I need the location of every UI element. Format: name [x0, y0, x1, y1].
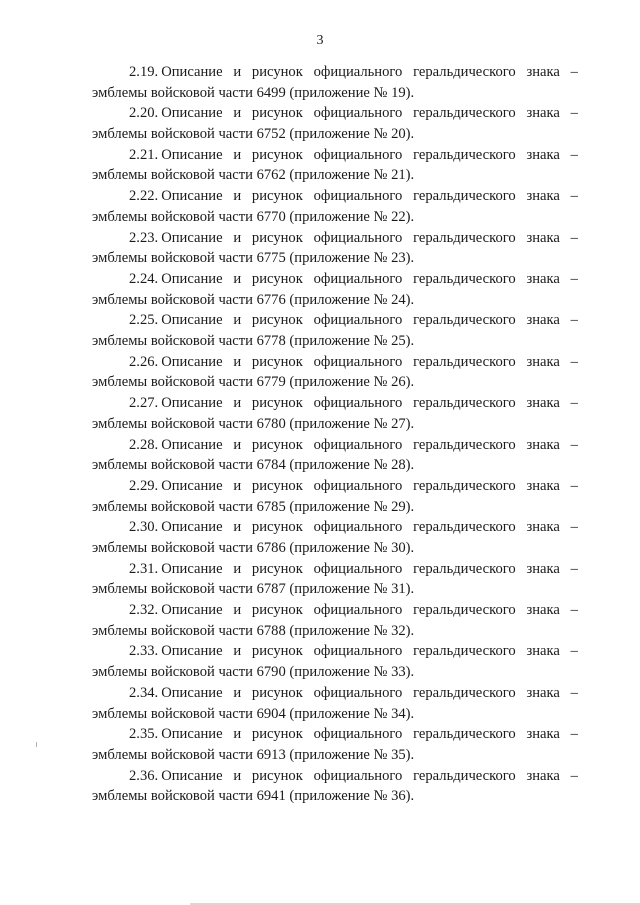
item-first-line — [92, 103, 578, 124]
item-lead — [129, 641, 223, 662]
item-word: знака — [526, 229, 560, 246]
item-word: и — [233, 105, 242, 122]
item-word: знака — [526, 146, 560, 163]
item-continuation: эмблемы войсковой части 6780 (приложение № 27). — [92, 415, 415, 432]
item-word: геральдического — [413, 395, 516, 412]
item-word: знака — [526, 477, 560, 494]
item-continuation: эмблемы войсковой части 6779 (приложение № 26). — [92, 374, 415, 391]
item-word: рисунок — [251, 312, 303, 329]
item-word: рисунок — [251, 105, 303, 122]
item-word: знака — [526, 64, 560, 80]
item-word: – — [570, 312, 578, 329]
item-word: рисунок — [251, 726, 303, 743]
item-continuation: эмблемы войсковой части 6787 (приложение № 31). — [92, 581, 415, 598]
item-word: и — [233, 519, 242, 536]
item-first-line — [92, 186, 578, 207]
item-lead — [129, 103, 223, 124]
item-word: и — [233, 726, 242, 743]
item-word: знака — [526, 519, 560, 536]
item-word: Описание — [161, 643, 223, 660]
item-word: Описание — [161, 602, 223, 619]
item-number: 2.27. — [129, 395, 159, 412]
item-word: официального — [313, 270, 403, 287]
item-continuation: эмблемы войсковой части 6913 (приложение № 35). — [92, 746, 415, 763]
list-item — [92, 103, 578, 144]
page-number: 3 — [316, 33, 324, 48]
item-word: Описание — [161, 146, 223, 163]
item-word: геральдического — [413, 105, 516, 122]
item-word: официального — [313, 105, 403, 122]
item-word: – — [570, 684, 578, 701]
item-word: Описание — [161, 105, 223, 122]
item-word: рисунок — [251, 602, 303, 619]
list-item — [92, 393, 578, 434]
item-word: геральдического — [413, 602, 516, 619]
item-word: рисунок — [251, 353, 303, 370]
item-word: Описание — [161, 229, 223, 246]
item-word: знака — [526, 726, 560, 743]
item-continuation: эмблемы войсковой части 6784 (приложение № 28). — [92, 457, 415, 474]
item-lead — [129, 517, 223, 538]
item-number: 2.24. — [129, 270, 159, 287]
item-word: рисунок — [251, 229, 303, 246]
item-word: – — [570, 477, 578, 494]
item-word: геральдического — [413, 436, 516, 453]
item-word: – — [570, 643, 578, 660]
list-item — [92, 145, 578, 186]
item-lead — [129, 476, 223, 497]
item-word: – — [570, 146, 578, 163]
item-lead — [129, 269, 223, 290]
item-word: и — [233, 229, 242, 246]
item-word: знака — [526, 684, 560, 701]
item-word: Описание — [161, 353, 223, 370]
item-word: и — [233, 560, 242, 577]
item-number: 2.26. — [129, 353, 159, 370]
item-word: и — [233, 767, 242, 784]
item-number: 2.31. — [129, 560, 159, 577]
item-word: геральдического — [413, 684, 516, 701]
item-word: рисунок — [251, 519, 303, 536]
item-word: рисунок — [251, 643, 303, 660]
list-item — [92, 517, 578, 558]
item-lead — [129, 724, 223, 745]
list-item — [92, 186, 578, 227]
item-word: официального — [313, 767, 403, 784]
item-word: Описание — [161, 560, 223, 577]
item-word: и — [233, 64, 242, 80]
item-word: официального — [313, 436, 403, 453]
item-word: Описание — [161, 477, 223, 494]
item-number: 2.30. — [129, 519, 159, 536]
item-word: – — [570, 229, 578, 246]
item-word: Описание — [161, 767, 223, 784]
item-word: официального — [313, 395, 403, 412]
item-word: официального — [313, 726, 403, 743]
item-first-line — [92, 228, 578, 249]
item-word: Описание — [161, 312, 223, 329]
item-word: официального — [313, 188, 403, 205]
item-word: рисунок — [251, 477, 303, 494]
item-lead — [129, 600, 223, 621]
item-word: знака — [526, 767, 560, 784]
item-continuation: эмблемы войсковой части 6788 (приложение № 32). — [92, 622, 415, 639]
item-word: рисунок — [251, 560, 303, 577]
list-item — [92, 228, 578, 269]
item-number: 2.35. — [129, 726, 159, 743]
item-word: знака — [526, 312, 560, 329]
item-lead — [129, 393, 223, 414]
item-word: и — [233, 436, 242, 453]
item-word: официального — [313, 519, 403, 536]
item-word: геральдического — [413, 270, 516, 287]
item-word: знака — [526, 353, 560, 370]
item-word: Описание — [161, 270, 223, 287]
item-continuation: эмблемы войсковой части 6762 (приложение № 21). — [92, 167, 415, 184]
item-word: геральдического — [413, 64, 516, 80]
list-item — [92, 766, 578, 807]
item-first-line — [92, 269, 578, 290]
item-word: геральдического — [413, 188, 516, 205]
item-word: геральдического — [413, 767, 516, 784]
item-number: 2.22. — [129, 188, 159, 205]
item-first-line — [92, 559, 578, 580]
item-word: знака — [526, 395, 560, 412]
item-first-line — [92, 352, 578, 373]
item-word: знака — [526, 560, 560, 577]
item-number: 2.25. — [129, 312, 159, 329]
item-lead — [129, 766, 223, 787]
item-word: Описание — [161, 519, 223, 536]
item-word: – — [570, 64, 578, 80]
item-continuation: эмблемы войсковой части 6790 (приложение № 33). — [92, 664, 415, 681]
item-word: официального — [313, 560, 403, 577]
item-word: – — [570, 395, 578, 412]
item-word: геральдического — [413, 229, 516, 246]
item-number: 2.34. — [129, 684, 159, 701]
list-item — [92, 641, 578, 682]
item-word: Описание — [161, 188, 223, 205]
item-word: – — [570, 726, 578, 743]
item-lead — [129, 683, 223, 704]
item-word: – — [570, 560, 578, 577]
item-first-line — [92, 600, 578, 621]
item-first-line — [92, 62, 578, 83]
item-word: геральдического — [413, 519, 516, 536]
item-lead — [129, 435, 223, 456]
item-continuation: эмблемы войсковой части 6775 (приложение № 23). — [92, 250, 415, 267]
item-word: и — [233, 684, 242, 701]
item-word: рисунок — [251, 188, 303, 205]
item-continuation: эмблемы войсковой части 6786 (приложение № 30). — [92, 539, 415, 556]
item-number: 2.28. — [129, 436, 159, 453]
item-number: 2.36. — [129, 767, 159, 784]
item-continuation: эмблемы войсковой части 6776 (приложение № 24). — [92, 291, 415, 308]
item-word: Описание — [161, 436, 223, 453]
item-word: рисунок — [251, 270, 303, 287]
item-word: – — [570, 519, 578, 536]
item-word: рисунок — [251, 395, 303, 412]
item-first-line — [92, 145, 578, 166]
item-continuation: эмблемы войсковой части 6785 (приложение № 29). — [92, 498, 415, 515]
item-number: 2.32. — [129, 602, 159, 619]
item-word: знака — [526, 270, 560, 287]
list-item — [92, 683, 578, 724]
item-number: 2.21. — [129, 146, 159, 163]
item-lead — [129, 186, 223, 207]
item-word: рисунок — [251, 767, 303, 784]
item-first-line — [92, 435, 578, 456]
item-word: – — [570, 353, 578, 370]
document-body — [92, 62, 578, 807]
item-word: официального — [313, 229, 403, 246]
item-word: и — [233, 602, 242, 619]
item-number: 2.33. — [129, 643, 159, 660]
item-word: официального — [313, 64, 403, 80]
item-continuation: эмблемы войсковой части 6752 (приложение № 20). — [92, 126, 415, 143]
list-item — [92, 724, 578, 765]
item-word: рисунок — [251, 436, 303, 453]
item-first-line — [92, 683, 578, 704]
list-item — [92, 435, 578, 476]
item-word: геральдического — [413, 312, 516, 329]
item-lead — [129, 310, 223, 331]
item-word: знака — [526, 643, 560, 660]
item-word: и — [233, 643, 242, 660]
item-word: официального — [313, 146, 403, 163]
item-first-line — [92, 766, 578, 787]
item-word: геральдического — [413, 477, 516, 494]
item-word: – — [570, 436, 578, 453]
item-word: – — [570, 270, 578, 287]
item-first-line — [92, 641, 578, 662]
item-word: – — [570, 767, 578, 784]
item-word: знака — [526, 436, 560, 453]
item-continuation: эмблемы войсковой части 6904 (приложение № 34). — [92, 705, 415, 722]
item-number: 2.23. — [129, 229, 159, 246]
item-word: рисунок — [251, 684, 303, 701]
item-word: геральдического — [413, 146, 516, 163]
item-word: геральдического — [413, 560, 516, 577]
item-word: официального — [313, 643, 403, 660]
item-continuation: эмблемы войсковой части 6941 (приложение № 36). — [92, 788, 415, 805]
list-item — [92, 62, 578, 103]
item-word: и — [233, 270, 242, 287]
item-word: знака — [526, 188, 560, 205]
list-item — [92, 600, 578, 641]
item-word: официального — [313, 312, 403, 329]
item-continuation: эмблемы войсковой части 6499 (приложение № 19). — [92, 84, 415, 101]
item-word: Описание — [161, 395, 223, 412]
item-first-line — [92, 310, 578, 331]
item-word: – — [570, 188, 578, 205]
item-word: знака — [526, 105, 560, 122]
item-first-line — [92, 517, 578, 538]
item-word: Описание — [161, 64, 223, 80]
item-word: официального — [313, 684, 403, 701]
list-item — [92, 559, 578, 600]
scan-artifact — [36, 742, 37, 747]
item-word: официального — [313, 602, 403, 619]
item-word: геральдического — [413, 353, 516, 370]
item-word: знака — [526, 602, 560, 619]
item-word: рисунок — [251, 146, 303, 163]
item-continuation: эмблемы войсковой части 6770 (приложение № 22). — [92, 208, 415, 225]
item-number: 2.19. — [129, 64, 159, 80]
item-word: Описание — [161, 726, 223, 743]
item-continuation: эмблемы войсковой части 6778 (приложение № 25). — [92, 333, 415, 350]
item-word: – — [570, 602, 578, 619]
item-word: рисунок — [251, 64, 303, 80]
item-word: и — [233, 312, 242, 329]
item-first-line — [92, 393, 578, 414]
item-number: 2.29. — [129, 477, 159, 494]
item-lead — [129, 145, 223, 166]
list-item — [92, 352, 578, 393]
item-word: официального — [313, 353, 403, 370]
list-item — [92, 269, 578, 310]
item-lead — [129, 62, 223, 83]
item-word: и — [233, 146, 242, 163]
item-word: и — [233, 395, 242, 412]
list-item — [92, 476, 578, 517]
item-word: официального — [313, 477, 403, 494]
item-word: и — [233, 188, 242, 205]
item-first-line — [92, 476, 578, 497]
item-word: и — [233, 477, 242, 494]
list-item — [92, 310, 578, 351]
item-word: Описание — [161, 684, 223, 701]
item-first-line — [92, 724, 578, 745]
item-word: геральдического — [413, 726, 516, 743]
item-word: геральдического — [413, 643, 516, 660]
item-number: 2.20. — [129, 105, 159, 122]
item-word: – — [570, 105, 578, 122]
item-word: и — [233, 353, 242, 370]
item-lead — [129, 228, 223, 249]
item-lead — [129, 559, 223, 580]
item-lead — [129, 352, 223, 373]
